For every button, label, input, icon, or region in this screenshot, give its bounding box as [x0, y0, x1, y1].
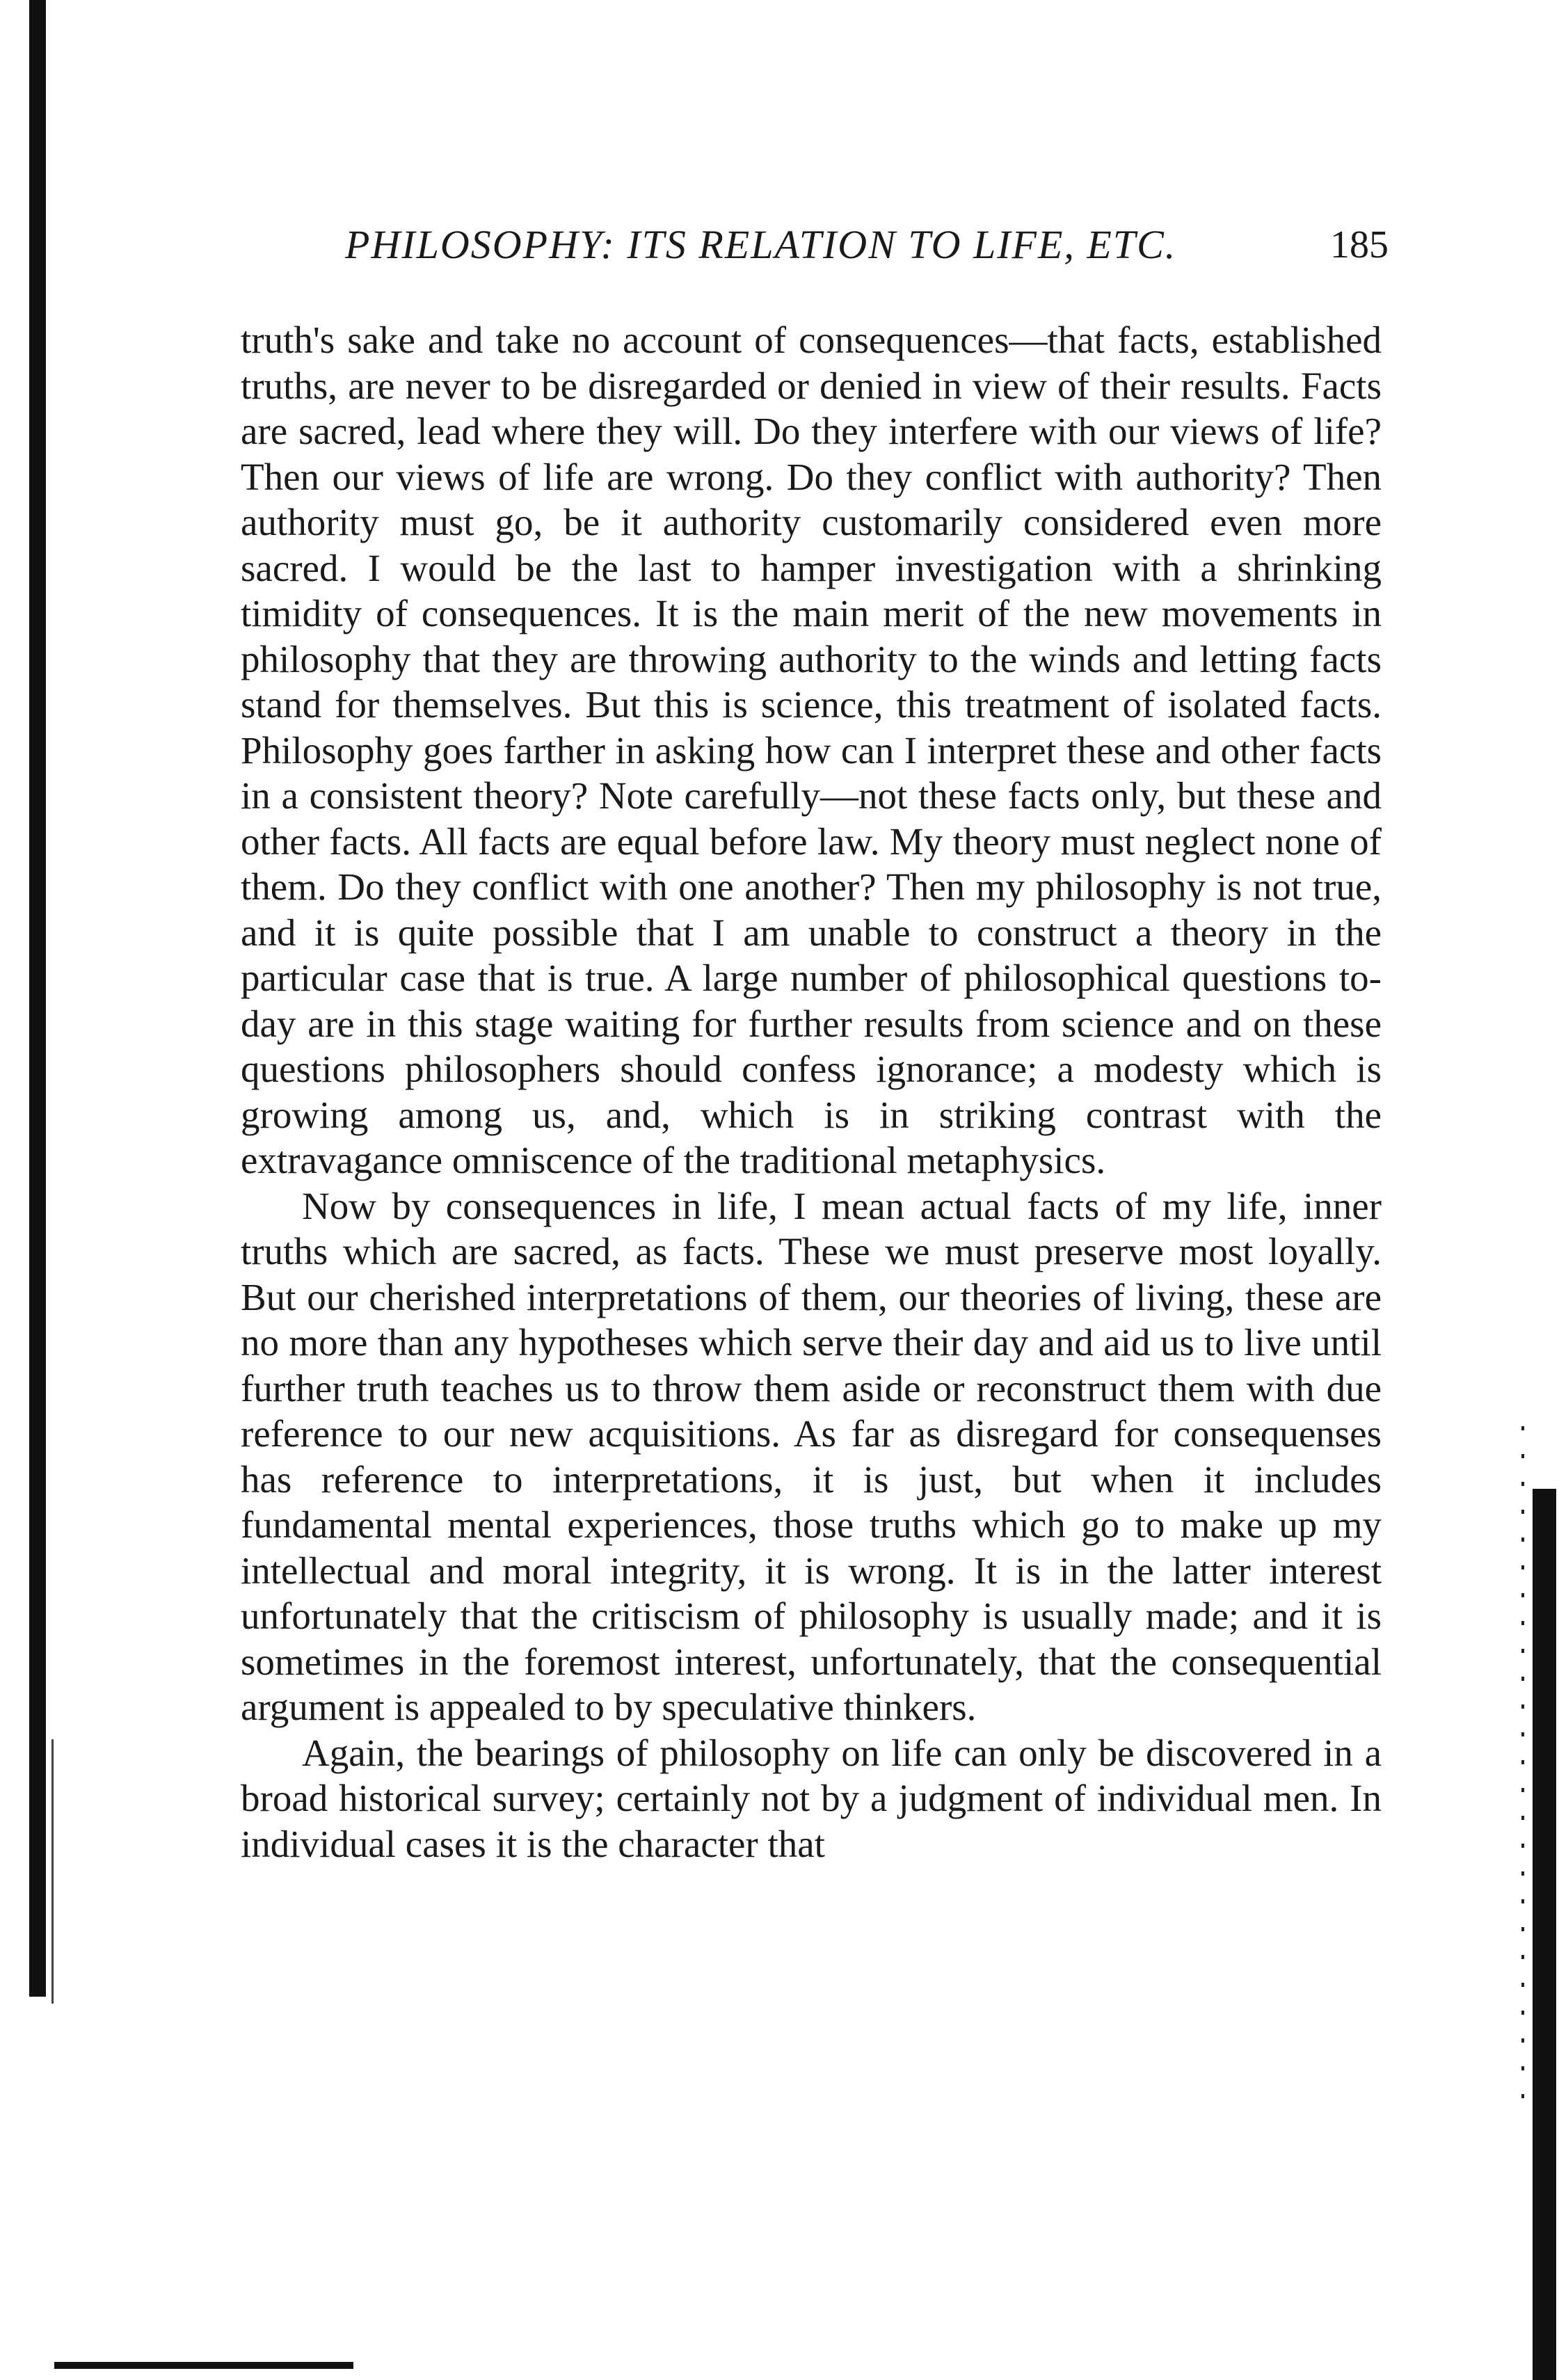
- scan-edge-left: [29, 0, 46, 1997]
- paragraph-3: Again, the bearings of philosophy on life can only be discovered in a broad historical survey; certainly not by a judgment of individual men. In individual cases it is the character that: [241, 1731, 1382, 1865]
- body-text: [241, 317, 1382, 1867]
- scan-edge-right: [1533, 1489, 1556, 2380]
- running-title: PHILOSOPHY: ITS RELATION TO LIFE, ETC.: [345, 222, 1177, 267]
- running-head: [241, 221, 1389, 284]
- page-number: 185: [1330, 223, 1389, 266]
- book-page: [241, 221, 1389, 1867]
- scan-edge-right-specks: [1521, 1426, 1524, 2122]
- paragraph-1: truth's sake and take no account of consequences—that facts, established truths, are never to be disregarded or denied in view of their results. Facts are sacred, lead where they will. Do they interfere with our views of life? Then our views of life are wrong. Do they conflict with authority? Then authority must go, be it authority customarily considered even more sacred. I would be the last to hamper investigation with a shrinking timidity of consequences. It is the main merit of the new movements in philosophy that they are throwing authority to the winds and letting facts stand for themselves. But this is science, this treatment of isolated facts. Philosophy goes farther in asking how can I interpret these and other facts in a consistent theory? Note carefully—not these facts only, but these and other facts. All facts are equal before law. My theory must neglect none of them. Do they conflict with one another? Then my philosophy is not true, and it is quite possible that I am unable to construct a theory in the particular case that is true. A large number of philosophical questions to-day are in this stage waiting for further results from science and on these questions philosophers should confess ignorance; a modesty which is growing among us, and, which is in striking contrast with the extravagance omniscence of the traditional metaphysics.: [241, 319, 1382, 1181]
- scan-edge-left-thin: [51, 1739, 54, 2004]
- paragraph-2: Now by consequences in life, I mean actual facts of my life, inner truths which are sacred, as facts. These we must preserve most loyally. But our cherished interpretations of them, our theories of living, these are no more than any hypotheses which serve their day and aid us to live until further truth teaches us to throw them aside or reconstruct them with due reference to our new acquisitions. As far as disregard for consequenses has reference to interpretations, it is just, but when it includes fundamental mental experiences, those truths which go to make up my intellectual and moral integrity, it is wrong. It is in the latter interest unfortunately that the critiscism of philosophy is usually made; and it is sometimes in the foremost interest, unfortunately, that the consequential argument is appealed to by speculative thinkers.: [241, 1184, 1382, 1728]
- scan-edge-bottom: [54, 2362, 353, 2369]
